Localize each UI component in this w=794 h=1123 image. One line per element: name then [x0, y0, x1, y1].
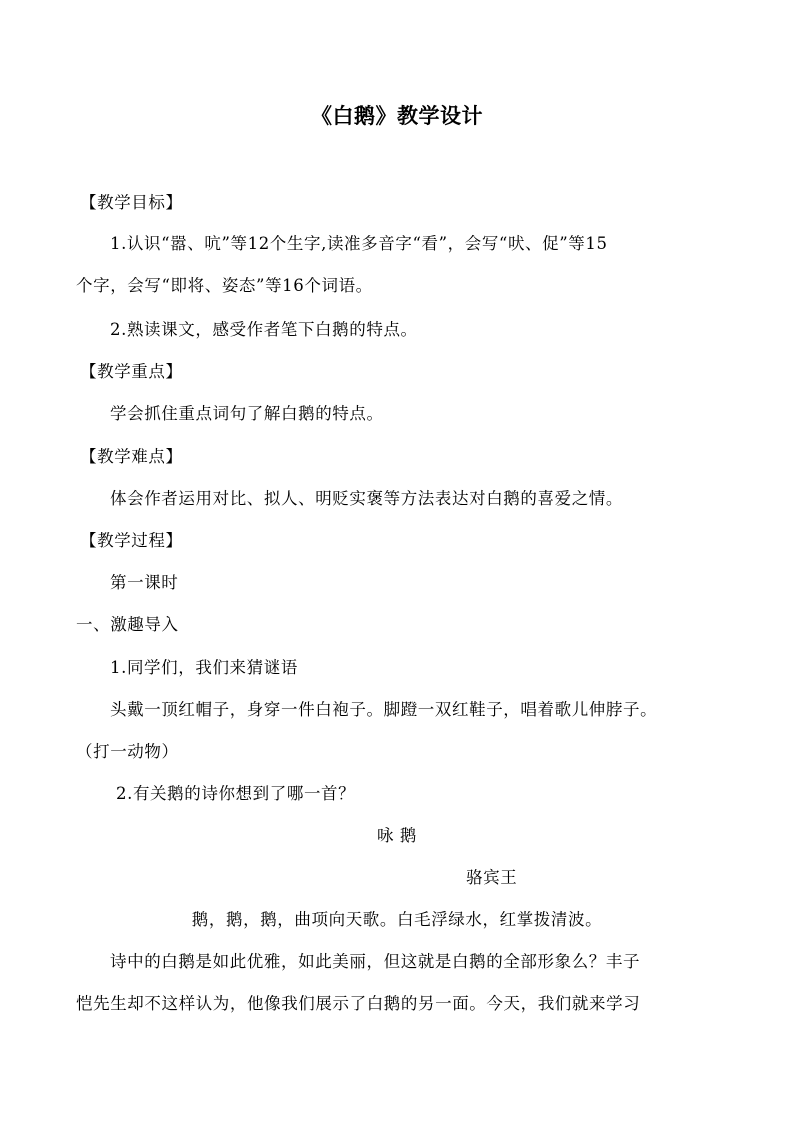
outro-line-1: 诗中的白鹅是如此优雅，如此美丽，但这就是白鹅的全部形象么？丰子 — [110, 952, 641, 971]
document-title: 《白鹅》教学设计 — [311, 104, 483, 128]
goal-1-line-2: 个字，会写“即将、姿态”等16个词语。 — [76, 276, 373, 295]
process-heading: 【教学过程】 — [80, 531, 183, 550]
step-1-heading: 一、激趣导入 — [76, 615, 179, 634]
poem-title: 咏 鹅 — [376, 826, 418, 845]
outro-line-2: 恺先生却不这样认为，他像我们展示了白鹅的另一面。今天，我们就来学习 — [76, 994, 641, 1013]
riddle-line-2: （打一动物） — [76, 742, 179, 761]
lesson-label: 第一课时 — [110, 573, 179, 592]
poem-text: 鹅，鹅，鹅，曲项向天歌。白毛浮绿水，红掌拨清波。 — [191, 910, 603, 929]
goal-2: 2.熟读课文，感受作者笔下白鹅的特点。 — [110, 320, 418, 339]
difficulty-heading: 【教学难点】 — [80, 447, 183, 466]
step-1-item-1: 1.同学们，我们来猜谜语 — [110, 658, 298, 677]
focus-heading: 【教学重点】 — [80, 362, 183, 381]
difficulty-text: 体会作者运用对比、拟人、明贬实褒等方法表达对白鹅的喜爱之情。 — [110, 489, 623, 508]
poem-author: 骆宾王 — [466, 868, 518, 887]
riddle-line-1: 头戴一顶红帽子，身穿一件白袍子。脚蹬一双红鞋子，唱着歌儿伸脖子。 — [110, 700, 658, 719]
step-1-item-2: 2.有关鹅的诗你想到了哪一首？ — [116, 784, 356, 803]
focus-text: 学会抓住重点词句了解白鹅的特点。 — [110, 404, 384, 423]
goals-heading: 【教学目标】 — [80, 193, 183, 212]
goal-1-line-1: 1.认识“嚣、吭”等12个生字,读准多音字“看”，会写“吠、促”等15 — [110, 234, 608, 253]
